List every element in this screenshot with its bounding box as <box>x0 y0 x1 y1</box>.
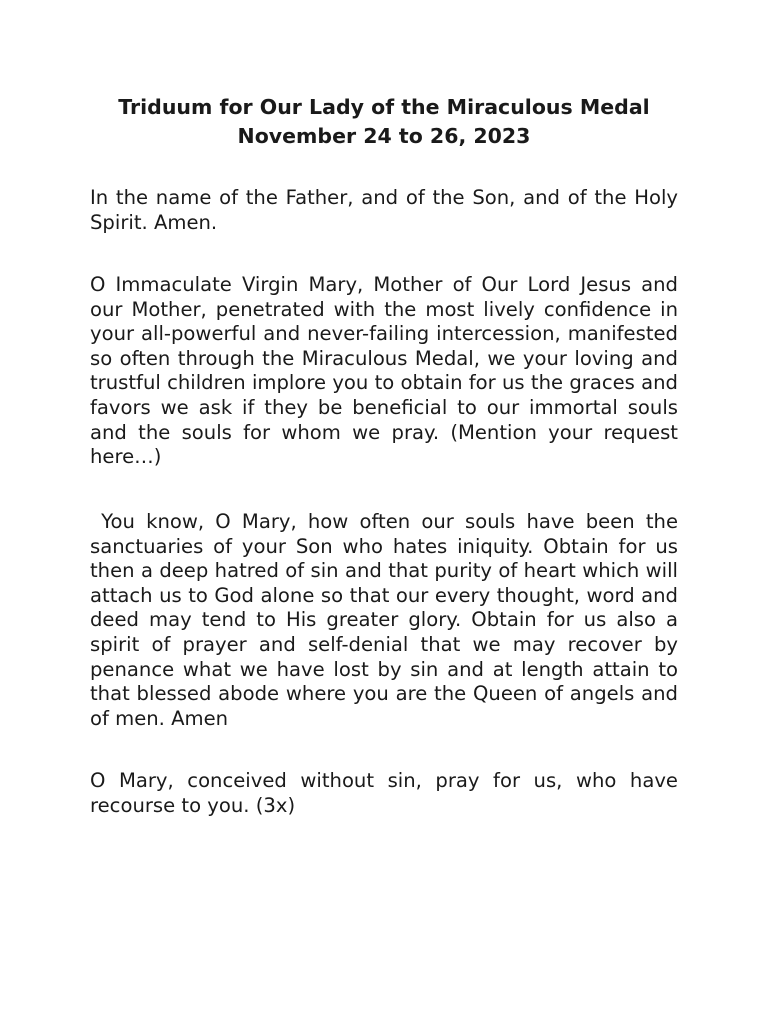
supplication-paragraph: You know, O Mary, how often our souls have been the sanctuaries of your Son who hates iniquity. Obtain for us then a deep hatred of sin and that purity of heart which will attach us to God alone so that our every thought, word and deed may tend to His greater glory. Obtain for us also a spirit of prayer and self-denial that we may recover by penance what we have lost by sin and at length attain to that blessed abode where you are the Queen of angels and of men. Amen <box>90 510 678 730</box>
closing-invocation-paragraph: O Mary, conceived without sin, pray for us, who have recourse to you. (3x) <box>90 769 678 817</box>
opening-prayer-paragraph: In the name of the Father, and of the Son, and of the Holy Spirit. Amen. <box>90 186 678 234</box>
petition-paragraph: O Immaculate Virgin Mary, Mother of Our Lord Jesus and our Mother, penetrated with the most lively confidence in your all-powerful and never-failing intercession, manifested so often through the Miraculous Medal, we your loving and trustful children implore you to obtain for us the graces and favors we ask if they be beneficial to our immortal souls and the souls for whom we pray. (Mention your request here…) <box>90 273 678 469</box>
document-title: Triduum for Our Lady of the Miraculous Medal <box>118 95 650 119</box>
document-date-range: November 24 to 26, 2023 <box>237 124 531 148</box>
